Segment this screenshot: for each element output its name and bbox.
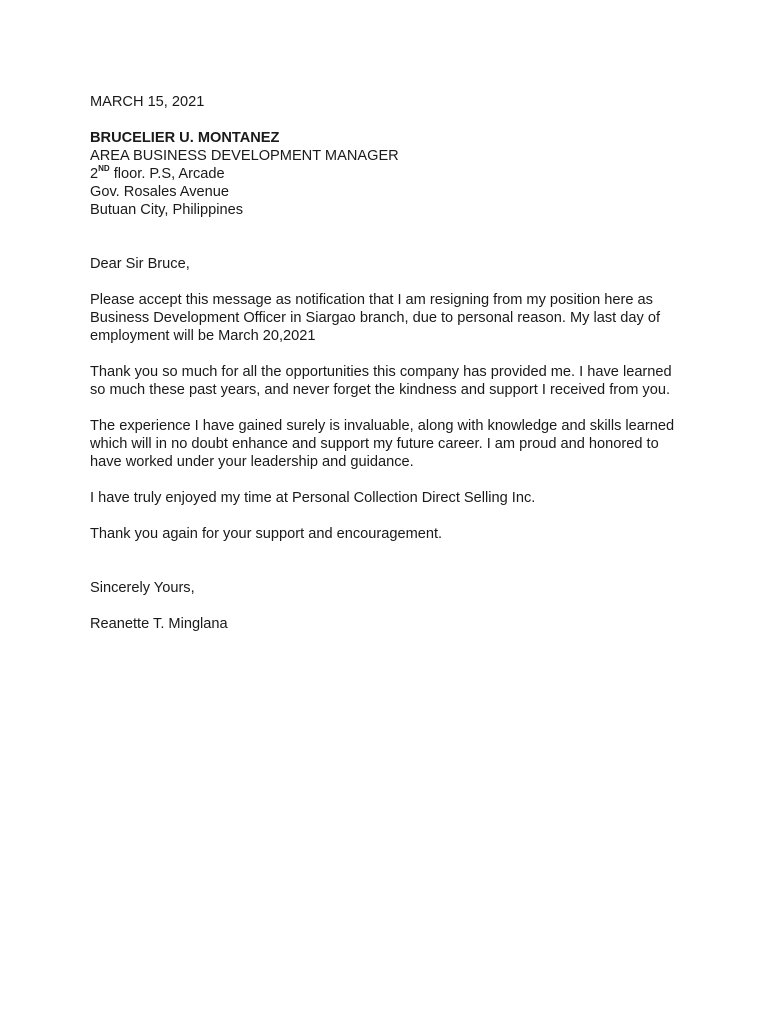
body-paragraph-5: Thank you again for your support and encouragement. [90, 526, 443, 542]
floor-ordinal-suffix: ND [98, 164, 110, 174]
recipient-title: AREA BUSINESS DEVELOPMENT MANAGER [90, 148, 399, 164]
recipient-name: BRUCELIER U. MONTANEZ [90, 130, 280, 146]
signature-name: Reanette T. Minglana [90, 616, 228, 632]
body-paragraph-1: Please accept this message as notification that I am resigning from my position here as Business Development Officer in Siargao branch, due to personal reason. My last day of employment will be March 20,2021 [90, 292, 661, 344]
floor-rest: floor. P.S, Arcade [109, 166, 225, 182]
salutation: Dear Sir Bruce, [90, 256, 190, 272]
closing: Sincerely Yours, [90, 580, 195, 596]
recipient-address-block [90, 129, 690, 219]
body-paragraph-4: I have truly enjoyed my time at Personal Collection Direct Selling Inc. [90, 490, 536, 506]
body-paragraph-2: Thank you so much for all the opportunities this company has provided me. I have learned so much these past years, and never forget the kindness and support I received from you. [90, 364, 672, 398]
resignation-letter [90, 93, 690, 633]
letter-date: MARCH 15, 2021 [90, 94, 205, 110]
body-paragraph-3: The experience I have gained surely is invaluable, along with knowledge and skills learned which will in no doubt enhance and support my future career. I am proud and honored to have worked under your leadership and guidance. [90, 418, 675, 470]
recipient-street: Gov. Rosales Avenue [90, 184, 229, 200]
recipient-city: Butuan City, Philippines [90, 202, 244, 218]
recipient-floor-line [90, 165, 690, 183]
floor-number: 2 [90, 166, 99, 182]
